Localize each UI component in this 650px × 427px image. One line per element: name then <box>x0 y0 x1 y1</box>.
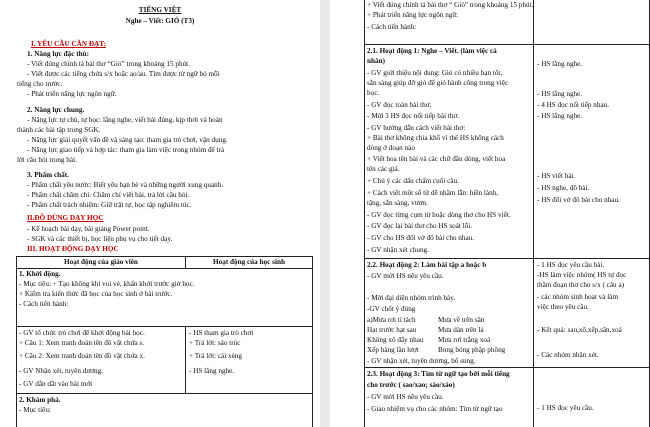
text-line: - các nhóm sinh hoạt và làm <box>537 293 619 301</box>
text-line: - GV mời HS nêu yêu cầu. <box>367 393 444 401</box>
text-line: - Viết được các tiếng chứa s/x hoặc ao/au. Tìm được từ ngữ bỏ mỗi <box>27 70 220 78</box>
text-line: -GV chốt ý đúng <box>367 305 416 313</box>
text-line: - GV hướng dẫn cách viết bài thơ: <box>367 124 466 132</box>
text-line: + Phát triển năng lực ngôn ngữ. <box>367 11 459 19</box>
section-activities: III. HOẠT ĐỘNG DẠY HỌC <box>27 245 119 253</box>
text-line: - Các nhóm nhận xét. <box>537 351 599 359</box>
text-line: lời câu hỏi trong bài. <box>17 156 77 164</box>
poem-line: Mưa về trên sân <box>438 316 485 324</box>
text-line: - Mời 3 HS đọc nối tiếp bài thơ. <box>367 112 460 120</box>
subject-title: TIẾNG VIỆT <box>138 6 182 14</box>
text-line: tặng, sẵn sàng, vươn. <box>367 199 428 207</box>
poem-line: Xếp hàng lần lượt <box>367 346 419 354</box>
section-materials: II.ĐỒ DÙNG DẠY HỌC <box>27 214 104 222</box>
heading-activity-3: 2.3. Hoạt động 3: Tìm từ ngữ tạo bởi mỗi tiếng <box>367 370 510 378</box>
text-line: + Viết hoa tên bài và các chữ đầu dòng, viết hoa <box>367 155 506 163</box>
text-line: - GV đọc từng cụm từ hoặc dòng thơ cho HS viết. <box>367 211 511 219</box>
lesson-title: Nghe – Viết: GIÓ (T3) <box>125 17 195 25</box>
text-line: thành các bài tập trong SGK. <box>17 126 101 134</box>
text-line: - GV tổ chức trò chơi để khởi động bài học. <box>19 329 145 337</box>
text-line: tên các giả. <box>367 165 400 173</box>
text-line: - Phẩm chất chăm chỉ: Chăm chỉ viết bài, trả lời câu hỏi. <box>27 191 190 199</box>
poem-line: Không xô đẩy nhau <box>367 336 424 344</box>
section-requirements: I. YÊU CẦU CẦN ĐẠT: <box>31 40 106 48</box>
poem-line: Hạt trước hạt sau <box>367 326 417 334</box>
text-line: + Bài thơ không chia khổ vì thế HS không cách <box>367 134 504 142</box>
text-line: việc theo yêu cầu. <box>537 303 589 311</box>
text-line: - HS tham gia trò chơi <box>189 329 254 337</box>
text-line: - HS lắng nghe. <box>189 367 235 375</box>
page-left <box>0 0 320 427</box>
text-line: thầm đoạn thơ cho s/x ( câu a) <box>537 281 625 289</box>
row-heading-warmup: 1. Khởi động. <box>19 270 61 278</box>
text-line: + Viết đúng chính tả bài thơ “ Gió” trong khoảng 15 phút. <box>367 1 534 9</box>
heading-activity-3-cont: cho trước ( sao/xao; sáo/xáo) <box>367 381 455 389</box>
heading-activity-2: 2.2. Hoạt động 2: Làm bài tập a hoặc b <box>367 261 487 269</box>
text-line: - HS viết bài. <box>537 172 576 180</box>
heading-activity-1: 2.1. Hoạt động 1: Nghe – Viết. (làm việc cá <box>367 47 497 55</box>
text-line: - Năng lực tự chủ, tự học: lắng nghe, viết bài đúng, kịp thời và hoàn <box>27 116 223 124</box>
text-line: + Kiểm tra kiến thức đã học của học sinh ở bài trước. <box>19 290 173 298</box>
text-line: + Trả lời: cái xẻng <box>189 352 242 360</box>
text-line: - Mục tiêu: <box>19 406 51 414</box>
text-line: - SGK và các thiết bị, học liệu phụ vụ cho tiết dạy. <box>27 235 173 243</box>
text-line: - Kế hoạch bài dạy, bài giảng Power point. <box>27 225 150 233</box>
text-line: học. <box>367 89 380 97</box>
poem-line: Mưa rơi trắng xoá <box>438 336 491 344</box>
text-line: + Câu 1: Xem tranh đoán tên đồ vật chứa s. <box>19 339 145 347</box>
text-line: - GV nhận xét chung. <box>367 246 429 254</box>
text-line: - 1 HS đọc yêu cầu bài. <box>537 261 605 269</box>
text-line: - Cách tiến hành: <box>367 23 417 31</box>
text-line: sẵn sàng giúp đỡ gió để gió hành công trong việc <box>367 79 509 87</box>
text-line: - GV nhận xét, tuyên dương, bổ sung. <box>367 357 476 365</box>
text-line: + Câu 2: Xem tranh đoán tên đồ vật chứa x. <box>19 352 145 360</box>
text-line: - Kết quả: sau,xô,xếp,sân,xoá <box>537 326 622 334</box>
text-line: - Phẩm chất trách nhiệm: Giữ trật tự, học tập nghiêm túc. <box>27 201 192 209</box>
text-line: - Mời đại diện nhóm trình bày. <box>367 294 456 302</box>
poem-line: Mưa dàn trên lá <box>438 326 484 334</box>
text-line: - HS lắng nghe. <box>537 90 583 98</box>
text-line: + Chú ý các dấu chấm cuối câu. <box>367 177 459 185</box>
text-line: - HS lắng nghe. <box>537 60 583 68</box>
text-line: - 4 HS đọc nối tiếp nhau. <box>537 101 610 109</box>
text-line: dòng ở đoạn nào <box>367 144 415 152</box>
text-line: + Cách viết một số từ dễ nhầm lẫn: hiền lành, <box>367 189 499 197</box>
text-line: - Phẩm chất yêu nước: Biết yêu bạn bè và những người xung quanh. <box>27 181 224 189</box>
text-line: - GV giới thiệu nội dung: Gió có nhiều bạn tốt, <box>367 69 503 77</box>
heading-qualities: 3. Phẩm chất. <box>27 171 69 179</box>
text-line: - 1 HS đọc yêu cầu. <box>537 404 594 412</box>
page-right <box>330 0 650 427</box>
text-line: - Viết đúng chính tả bài thơ “Gió” trong khoảng 15 phút. <box>27 60 190 68</box>
heading-specific-competence: 1. Năng lực đặc thù: <box>27 50 90 58</box>
table-header-teacher: Hoạt động của giáo viên <box>64 258 138 266</box>
text-line: + Trả lời: sáo trúc <box>189 339 241 347</box>
text-line: - HS nghe, đô bài. <box>537 184 590 192</box>
heading-general-competence: 2. Năng lực chung. <box>27 106 85 114</box>
text-line: - Năng lực giải quyết vấn đề và sáng tạo: tham gia trò chơi, vận dụng. <box>27 136 228 144</box>
poem-line: a)Mưa rơi tí tách <box>367 316 416 324</box>
text-line: - HS đổi vở đô bài cho nhau. <box>537 196 620 204</box>
text-line: - Mục tiêu: + Tạo không khí vui vẻ, khấn khởi trước giờ học. <box>19 280 195 288</box>
text-line: - GV dẫn dắt vào bài mới <box>19 380 93 388</box>
text-line: - Phát triển năng lực ngôn ngữ. <box>27 90 117 98</box>
text-line: - GV đọc lại bài thơ cho HS soát lỗi. <box>367 222 473 230</box>
text-line: -HS làm việc nhóm( HS tự đọc <box>537 271 627 279</box>
text-line: - Cách tiến hành: <box>19 300 69 308</box>
text-line: - GV mời HS nêu yêu cầu. <box>367 272 444 280</box>
row-heading-explore: 2. Khám phá. <box>19 396 61 404</box>
poem-line: Bong bóng phập phồng <box>438 346 506 354</box>
text-line: - HS lắng nghe. <box>537 112 583 120</box>
text-line: - GV cho HS đổi vở đô bài cho nhau. <box>367 234 475 242</box>
text-line: - Năng lực giao tiếp và hợp tác: tham gia làm việc trong nhóm để trả <box>27 146 225 154</box>
text-line: - GV Nhận xét, tuyên dương. <box>19 367 104 375</box>
text-line: tiếng cho trước. <box>17 80 63 88</box>
table-header-student: Hoạt động của học sinh <box>213 258 285 266</box>
heading-activity-1-cont: nhân) <box>367 57 385 65</box>
text-line: - GV đọc toàn bài thơ. <box>367 101 432 109</box>
text-line: - Giao nhiệm vụ cho các nhóm: Tìm từ ngữ tạo <box>367 405 503 413</box>
